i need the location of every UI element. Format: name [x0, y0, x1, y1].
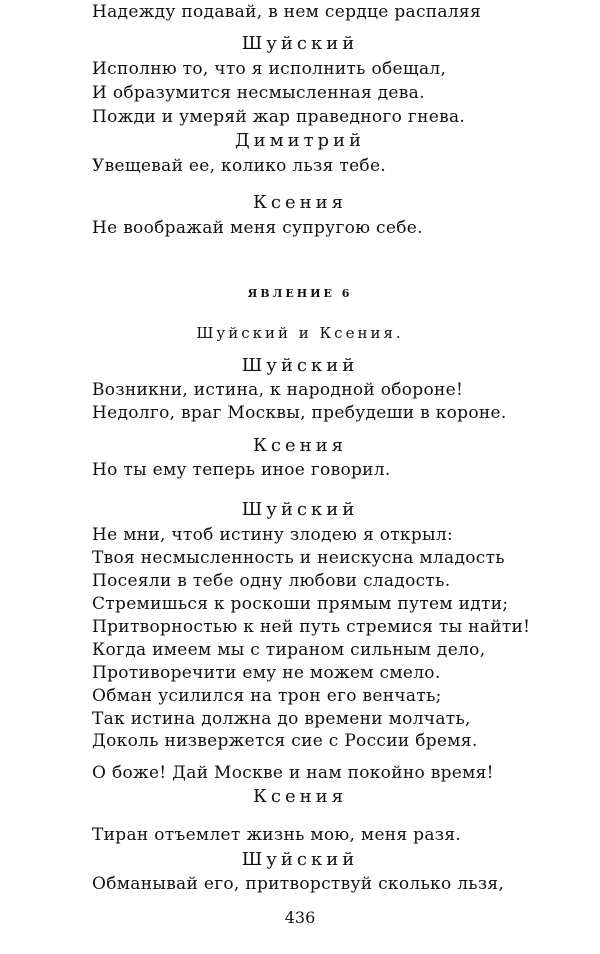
verse-line: Когда имеем мы с тираном сильным дело, — [92, 640, 486, 660]
verse-line: Посеяли в тебе одну любови сладость. — [92, 571, 451, 591]
speaker-name: Ксения — [252, 786, 347, 807]
verse-line: Обманывай его, притворствуй сколько льзя, — [92, 874, 505, 894]
verse-line: Так истина должна до времени молчать, — [92, 709, 471, 729]
verse-line: Надежду подавай, в нем сердце распаляя — [92, 2, 481, 22]
speaker-name: Шуйский — [241, 849, 359, 870]
verse-line: Обман усилился на трон его венчать; — [92, 686, 442, 706]
speaker-name: Шуйский — [241, 355, 359, 376]
verse-line: Возникни, истина, к народной обороне! — [92, 380, 464, 400]
verse-line: Пожди и умеряй жар праведного гнева. — [92, 107, 466, 127]
speaker-name: Ксения — [252, 192, 347, 213]
verse-line: Недолго, враг Москвы, пребудеши в короне. — [92, 403, 507, 423]
speaker-name: Шуйский — [241, 499, 359, 520]
verse-line: Доколь низвержется сие с России бремя. — [92, 731, 478, 751]
verse-line: Тиран отъемлет жизнь мою, меня разя. — [92, 825, 462, 845]
verse-line: Но ты ему теперь иное говорил. — [92, 460, 391, 480]
verse-line: Противоречити ему не можем смело. — [92, 663, 441, 683]
verse-line: Твоя несмысленность и неискусна младость — [92, 548, 505, 568]
verse-line: Не воображай меня супругою себе. — [92, 218, 423, 238]
verse-line: И образумится несмысленная дева. — [92, 83, 425, 103]
speaker-name: Димитрий — [234, 130, 366, 151]
verse-line: Не мни, чтоб истину злодею я открыл: — [92, 525, 453, 545]
speaker-name: Шуйский — [241, 33, 359, 54]
scene-heading: ЯВЛЕНИЕ 6 — [247, 287, 353, 300]
verse-line: Стремишься к роскоши прямым путем идти; — [92, 594, 509, 614]
verse-line: Притворностью к ней путь стремися ты найти! — [92, 617, 531, 637]
stage-direction: Шуйский и Ксения. — [196, 324, 404, 342]
verse-line: О боже! Дай Москве и нам покойно время! — [92, 763, 494, 783]
speaker-name: Ксения — [252, 435, 347, 456]
verse-line: Увещевай ее, колико льзя тебе. — [92, 156, 387, 176]
page-number: 436 — [284, 908, 316, 927]
verse-line: Исполню то, что я исполнить обещал, — [92, 59, 447, 79]
